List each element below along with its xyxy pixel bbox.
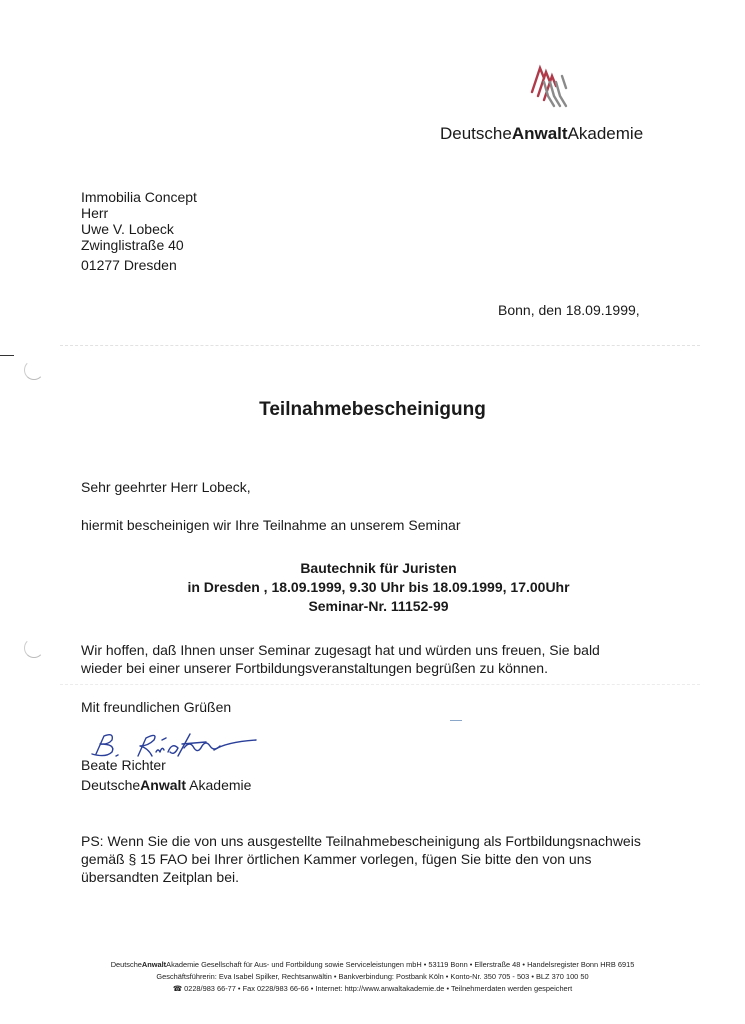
phone-icon: ☎ <box>172 984 183 993</box>
address-line: Zwinglistraße 40 <box>81 237 184 253</box>
salutation: Sehr geehrter Herr Lobeck, <box>81 479 251 495</box>
punch-hole <box>24 638 44 658</box>
seminar-details <box>0 559 745 616</box>
footer-line: Geschäftsführerin: Eva Isabel Spilker, Rechtsanwältin • Bankverbindung: Postbank Köln • Konto-Nr. 350 705 - 503 • BLZ 370 100 50 <box>156 972 589 981</box>
intro-text: hiermit bescheinigen wir Ihre Teilnahme an unserem Seminar <box>81 517 461 533</box>
document-title: Teilnahmebescheinigung <box>259 399 486 420</box>
fold-mark <box>0 355 14 356</box>
signer-block <box>81 755 251 795</box>
ps-line: übersandten Zeitplan bei. <box>81 869 239 885</box>
body-paragraph <box>81 641 701 677</box>
address-line: Uwe V. Lobeck <box>81 221 174 237</box>
postscript <box>81 832 721 886</box>
seminar-name: Bautechnik für Juristen <box>300 560 457 576</box>
fold-line <box>60 684 700 685</box>
date-line: Bonn, den 18.09.1999, <box>498 302 640 318</box>
seminar-place-time: in Dresden , 18.09.1999, 9.30 Uhr bis 18.09.1999, 17.00Uhr <box>187 579 570 595</box>
seminar-number: Seminar-Nr. 11152-99 <box>308 598 449 614</box>
fold-line <box>60 345 700 346</box>
address-line: Immobilia Concept <box>81 189 197 205</box>
footer <box>0 959 745 995</box>
footer-line: DeutscheAnwaltAkademie Gesellschaft für Aus- und Fortbildung sowie Serviceleistungen mbH • 53119 Bonn • Ellerstraße 48 • Handelsregister Bonn HRB 6915 <box>110 960 635 969</box>
ps-line: PS: Wenn Sie die von uns ausgestellte Teilnahmebescheinigung als Fortbildungsnachweis <box>81 833 641 849</box>
body-line: Wir hoffen, daß Ihnen unser Seminar zugesagt hat und würden uns freuen, Sie bald <box>81 642 600 658</box>
signer-name: Beate Richter <box>81 757 166 773</box>
signer-org: DeutscheAnwalt Akademie <box>81 777 252 793</box>
logo-mark <box>528 62 570 112</box>
ink-mark <box>450 720 462 721</box>
recipient-address <box>81 189 197 273</box>
footer-line: ☎ 0228/983 66-77 • Fax 0228/983 66-66 • Internet: http://www.anwaltakademie.de • Teilnehmerdaten werden gespeichert <box>172 984 573 993</box>
punch-hole <box>24 360 44 380</box>
address-line: Herr <box>81 205 109 221</box>
address-line: 01277 Dresden <box>81 257 177 273</box>
closing: Mit freundlichen Grüßen <box>81 699 232 715</box>
letterhead-brand: DeutscheAnwaltAkademie <box>440 124 644 143</box>
body-line: wieder bei einer unserer Fortbildungsveranstaltungen begrüßen zu können. <box>81 660 548 676</box>
ps-line: gemäß § 15 FAO bei Ihrer örtlichen Kammer vorlegen, fügen Sie bitte den von uns <box>81 851 592 867</box>
